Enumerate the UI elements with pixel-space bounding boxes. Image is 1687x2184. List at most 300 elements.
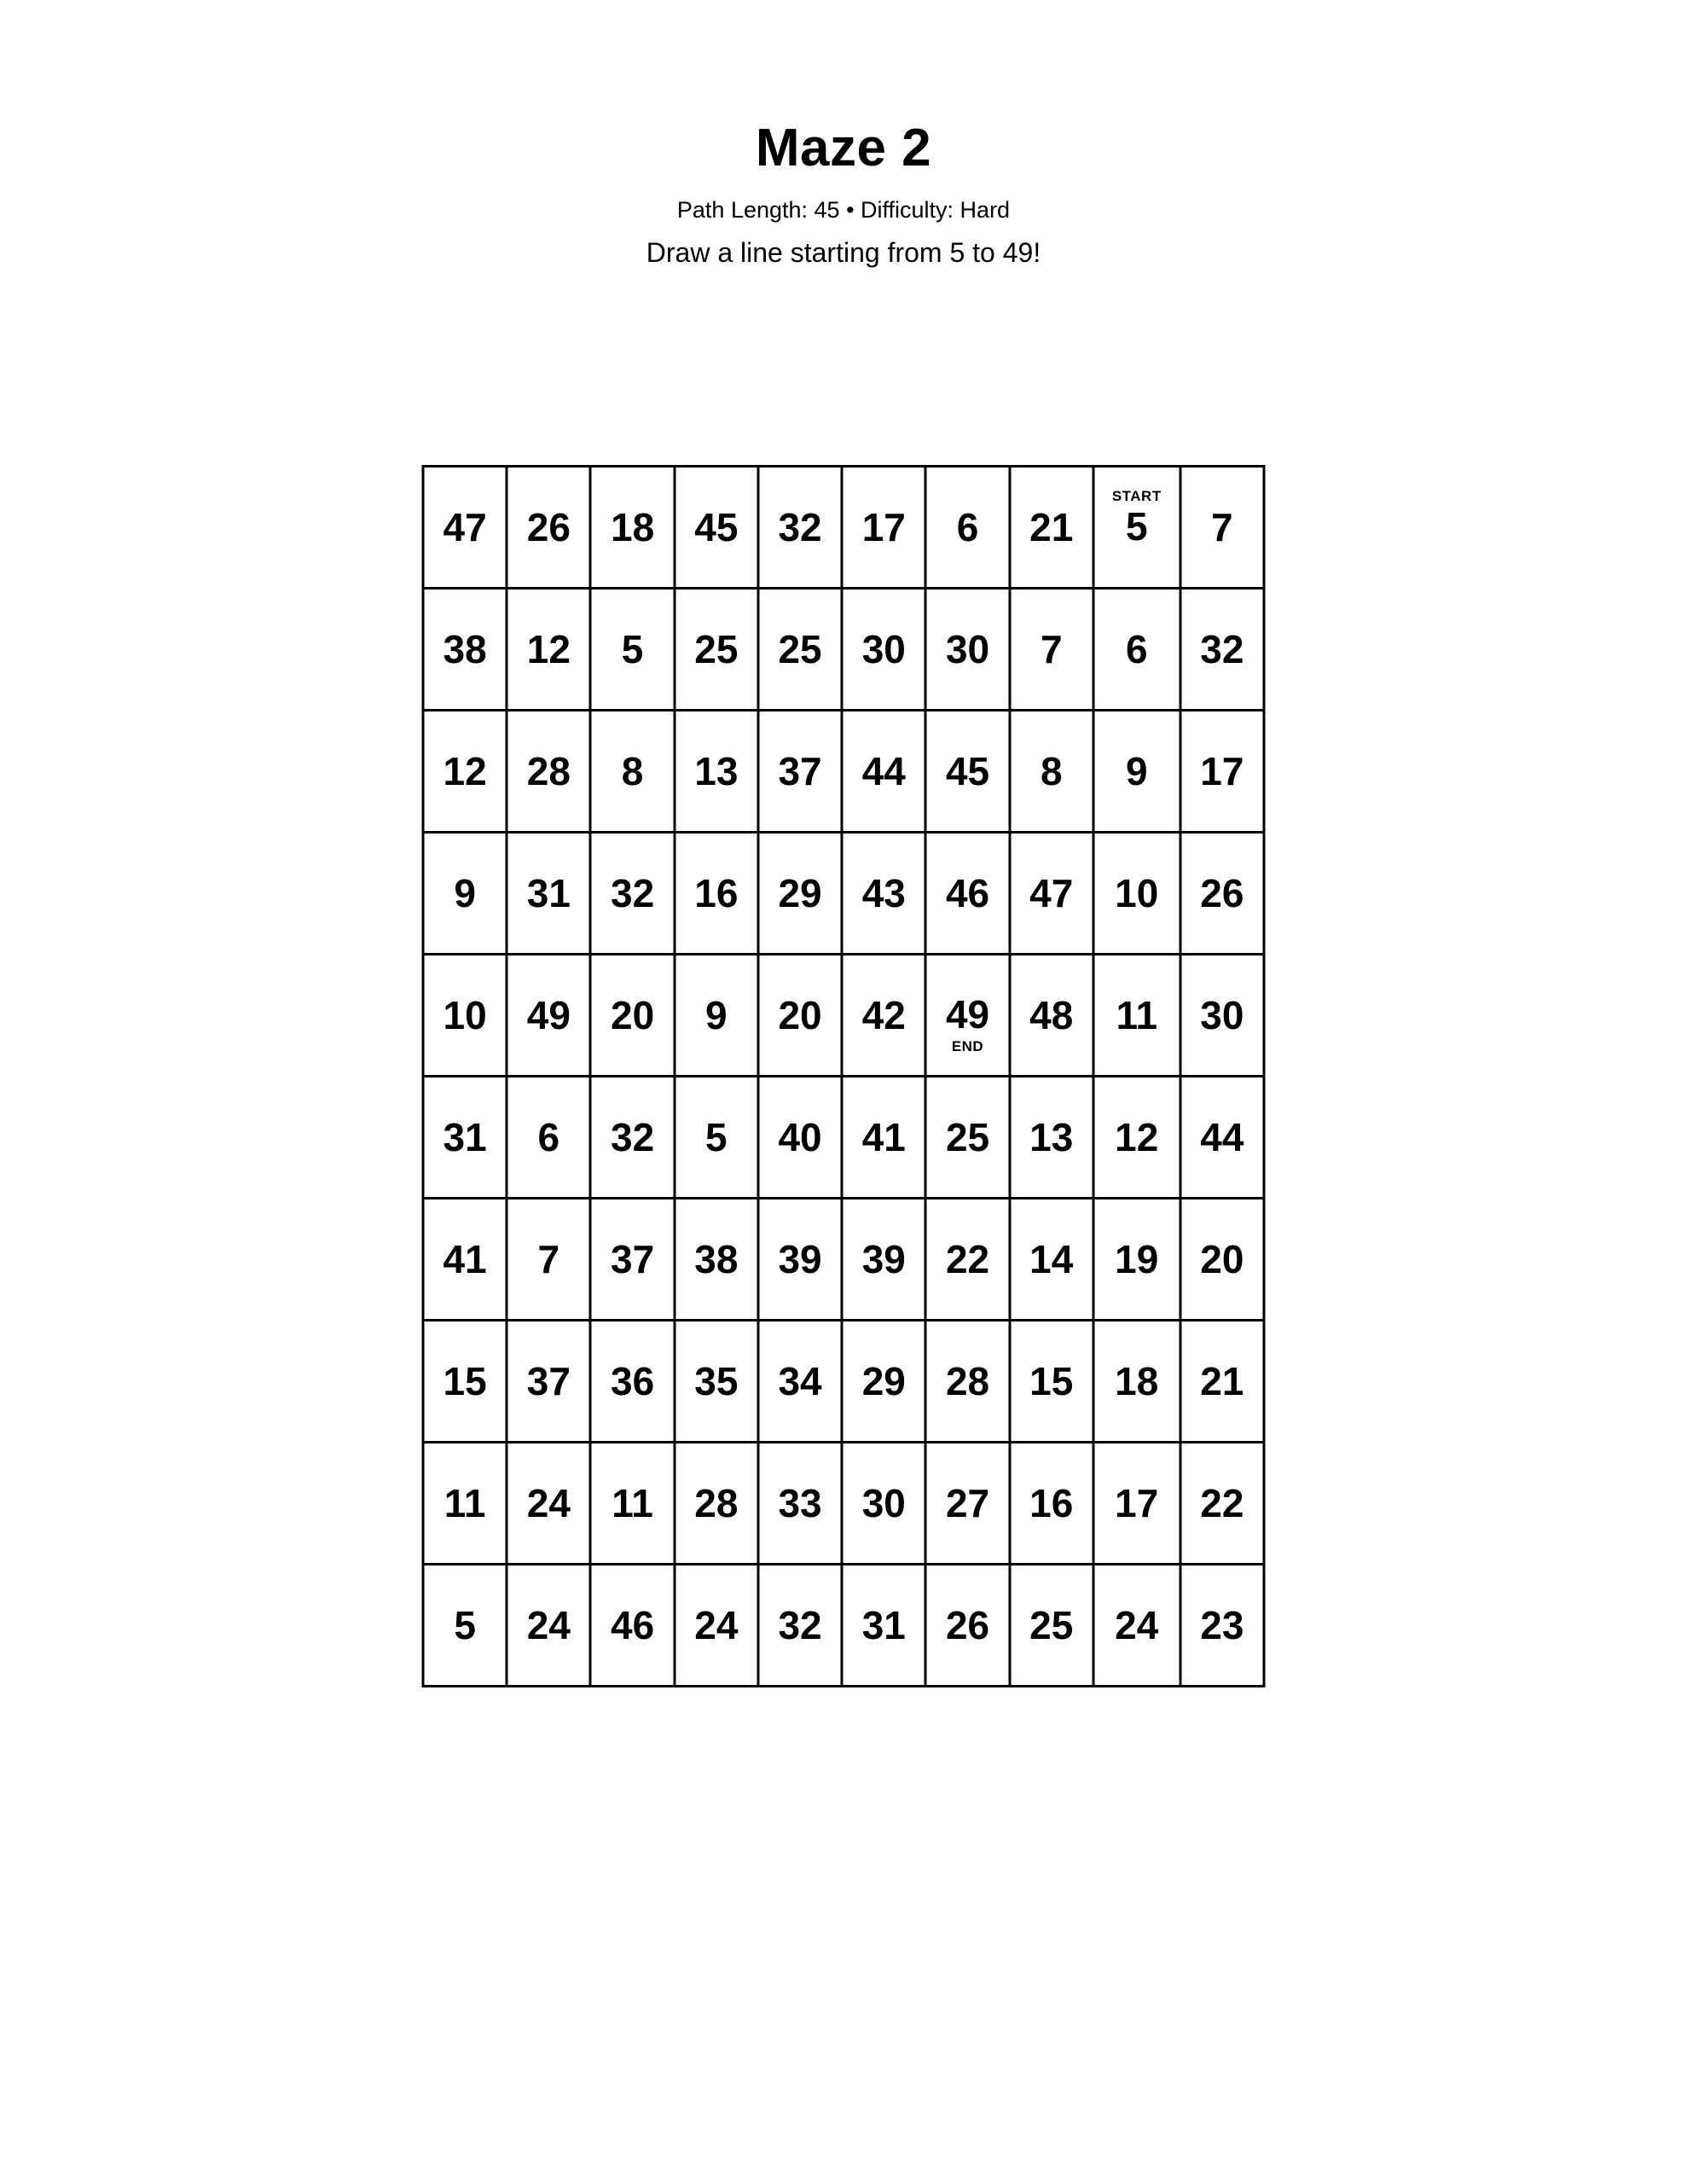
maze-cell-number: 28: [945, 1359, 990, 1403]
maze-cell-number: 38: [694, 1237, 739, 1281]
maze-cell-number: 32: [778, 1603, 822, 1647]
maze-cell-inner: [844, 468, 925, 587]
maze-cell-inner: [508, 712, 589, 831]
maze-cell[interactable]: [1093, 711, 1180, 833]
maze-cell-number: 11: [443, 1481, 486, 1525]
maze-cell[interactable]: [590, 1199, 674, 1321]
maze-cell-number: 9: [1125, 749, 1148, 793]
maze-cell[interactable]: [1093, 1443, 1180, 1565]
maze-cell[interactable]: [1010, 955, 1093, 1077]
maze-cell-number: 21: [1200, 1359, 1244, 1403]
maze-cell[interactable]: [675, 833, 758, 955]
maze-cell-number: 30: [861, 1481, 906, 1525]
maze-cell-inner: [1011, 1199, 1092, 1319]
maze-cell[interactable]: [1180, 711, 1264, 833]
maze-cell-inner: [1011, 1321, 1092, 1441]
maze-cell-number: 14: [1029, 1237, 1074, 1281]
maze-cell-number: 26: [526, 505, 571, 549]
maze-cell[interactable]: [675, 1321, 758, 1443]
maze-cell-number: 43: [861, 871, 906, 915]
maze-cell[interactable]: [758, 589, 842, 711]
maze-cell-inner: [1011, 590, 1092, 709]
maze-cell-inner: [927, 468, 1008, 587]
maze-cell-inner: [844, 956, 925, 1075]
maze-cell[interactable]: [507, 1565, 590, 1687]
maze-cell-inner: [1181, 834, 1262, 953]
maze-cell[interactable]: [675, 589, 758, 711]
maze-cell-inner: [844, 1321, 925, 1441]
maze-cell[interactable]: [590, 955, 674, 1077]
maze-cell-number: 15: [1029, 1359, 1074, 1403]
maze-cell-end[interactable]: [925, 955, 1009, 1077]
maze-cell[interactable]: [590, 1321, 674, 1443]
maze-cell-inner: [1011, 712, 1092, 831]
maze-cell[interactable]: [758, 1321, 842, 1443]
maze-cell-number: 30: [1200, 993, 1244, 1037]
maze-cell[interactable]: [1180, 1199, 1264, 1321]
maze-cell[interactable]: [590, 833, 674, 955]
maze-cell-inner: [1094, 1321, 1179, 1441]
maze-cell-number: 5: [621, 627, 644, 671]
maze-cell[interactable]: [507, 1443, 590, 1565]
maze-cell-inner: [425, 1077, 506, 1197]
maze-cell-number: 17: [1200, 749, 1244, 793]
maze-cell-inner: [844, 1443, 925, 1563]
maze-cell[interactable]: [925, 467, 1009, 589]
maze-cell-number: 7: [1211, 505, 1233, 549]
maze-row: [423, 1321, 1264, 1443]
maze-cell-inner: [844, 590, 925, 709]
maze-cell-inner: [1181, 590, 1262, 709]
maze-cell[interactable]: [842, 467, 925, 589]
maze-cell[interactable]: [1180, 467, 1264, 589]
maze-cell-inner: [1011, 1443, 1092, 1563]
maze-cell-number: 26: [945, 1603, 990, 1647]
maze-cell[interactable]: [1093, 1199, 1180, 1321]
maze-cell-inner: [1011, 1565, 1092, 1685]
maze-cell[interactable]: [423, 1443, 507, 1565]
maze-cell-number: 45: [694, 505, 739, 549]
maze-cell-inner: [1181, 712, 1262, 831]
maze-cell-number: 35: [694, 1359, 739, 1403]
maze-cell-inner: [927, 1443, 1008, 1563]
maze-cell-number: 25: [1029, 1603, 1074, 1647]
maze-cell[interactable]: [1010, 589, 1093, 711]
maze-cell-inner: [675, 1565, 757, 1685]
maze-cell-inner: [592, 1077, 673, 1197]
maze-cell[interactable]: [1093, 833, 1180, 955]
maze-cell-inner: [675, 834, 757, 953]
maze-cell-inner: [759, 1565, 840, 1685]
maze-cell[interactable]: [1180, 1443, 1264, 1565]
maze-cell-number: 15: [443, 1359, 487, 1403]
maze-cell-inner: [927, 1321, 1008, 1441]
maze-cell-number: 6: [1125, 627, 1148, 671]
maze-cell-inner: [592, 834, 673, 953]
page-title: Maze 2: [755, 119, 932, 177]
maze-cell-number: 40: [778, 1115, 822, 1159]
maze-cell-inner: [759, 1199, 840, 1319]
maze-cell-number: 27: [945, 1481, 990, 1525]
maze-cell-number: 12: [1115, 1115, 1159, 1159]
maze-cell-inner: [1094, 1443, 1179, 1563]
maze-cell-number: 37: [526, 1359, 571, 1403]
maze-cell-start[interactable]: [1093, 467, 1180, 589]
maze-cell-inner: [675, 956, 757, 1075]
maze-row: [423, 1199, 1264, 1321]
maze-cell[interactable]: [1180, 1565, 1264, 1687]
maze-cell[interactable]: [1093, 589, 1180, 711]
maze-cell-number: 6: [956, 505, 979, 549]
maze-cell[interactable]: [842, 955, 925, 1077]
maze-cell-inner: [1181, 956, 1262, 1075]
page-instruction: Draw a line starting from 5 to 49!: [646, 236, 1041, 268]
maze-cell-inner: [1181, 1565, 1262, 1685]
maze-cell-number: 17: [861, 505, 906, 549]
maze-cell-number: 10: [1115, 871, 1159, 915]
maze-cell-number: 9: [454, 871, 476, 915]
page-subtitle: Path Length: 45 • Difficulty: Hard: [676, 197, 1011, 224]
maze-row: [423, 955, 1264, 1077]
maze-cell-inner: [927, 1565, 1008, 1685]
maze-cell[interactable]: [842, 1321, 925, 1443]
maze-cell-number: 38: [443, 627, 487, 671]
maze-cell-number: 5: [1125, 504, 1148, 549]
maze-cell-inner: [759, 1077, 840, 1197]
maze-cell-number: 29: [861, 1359, 906, 1403]
maze-cell-inner: [759, 1321, 840, 1441]
maze-cell[interactable]: [925, 1565, 1009, 1687]
maze-cell-number: 39: [778, 1237, 822, 1281]
maze-cell[interactable]: [1010, 1077, 1093, 1199]
maze-cell[interactable]: [1180, 589, 1264, 711]
maze-cell-number: 30: [945, 627, 990, 671]
maze-cell[interactable]: [925, 1321, 1009, 1443]
maze-cell[interactable]: [507, 589, 590, 711]
maze-cell[interactable]: [507, 1199, 590, 1321]
maze-cell-number: 12: [443, 749, 487, 793]
maze-cell[interactable]: [675, 1199, 758, 1321]
maze-cell[interactable]: [675, 1077, 758, 1199]
maze-cell[interactable]: [1010, 1199, 1093, 1321]
maze-cell-inner: [592, 1565, 673, 1685]
maze-cell[interactable]: [675, 711, 758, 833]
maze-cell[interactable]: [842, 589, 925, 711]
maze-cell-number: 5: [454, 1603, 476, 1647]
maze-cell-number: 37: [611, 1237, 655, 1281]
maze-cell[interactable]: [1180, 1321, 1264, 1443]
maze-cell-inner: [425, 956, 506, 1075]
maze-cell-inner: [592, 468, 673, 587]
maze-cell-inner: [1094, 712, 1179, 831]
maze-cell-inner: [844, 834, 925, 953]
maze-cell-inner: [1181, 1321, 1262, 1441]
maze-cell[interactable]: [1180, 955, 1264, 1077]
maze-cell[interactable]: [590, 711, 674, 833]
maze-cell-number: 45: [945, 749, 990, 793]
maze-cell-number: 22: [945, 1237, 990, 1281]
maze-cell[interactable]: [925, 833, 1009, 955]
maze-cell-inner: [425, 1443, 506, 1563]
maze-cell[interactable]: [925, 1077, 1009, 1199]
maze-cell[interactable]: [1093, 955, 1180, 1077]
maze-cell[interactable]: [842, 833, 925, 955]
maze-cell-inner: [844, 1565, 925, 1685]
maze-cell[interactable]: [925, 1443, 1009, 1565]
maze-cell-inner: [425, 468, 506, 587]
maze-cell[interactable]: [507, 467, 590, 589]
maze-cell-number: 41: [861, 1115, 906, 1159]
maze-cell-number: 16: [694, 871, 739, 915]
maze-cell-inner: [425, 712, 506, 831]
maze-cell-number: 48: [1029, 993, 1074, 1037]
maze-cell-inner: [508, 956, 589, 1075]
maze-cell-inner: [425, 1565, 506, 1685]
maze-cell[interactable]: [590, 1565, 674, 1687]
maze-cell[interactable]: [1010, 1443, 1093, 1565]
maze-cell-number: 42: [861, 993, 906, 1037]
maze-cell-number: 32: [778, 505, 822, 549]
maze-cell-number: 31: [443, 1115, 487, 1159]
maze-cell[interactable]: [758, 711, 842, 833]
maze-cell-inner: [425, 1199, 506, 1319]
maze-cell-number: 24: [1115, 1603, 1159, 1647]
maze-grid-body: [423, 467, 1264, 1687]
maze-cell[interactable]: [423, 1321, 507, 1443]
maze-cell-inner: [675, 1321, 757, 1441]
maze-cell-inner: [425, 834, 506, 953]
maze-cell-number: 29: [778, 871, 822, 915]
maze-cell-inner: [759, 834, 840, 953]
maze-cell-inner: [1181, 468, 1262, 587]
maze-cell-number: 28: [694, 1481, 739, 1525]
maze-cell[interactable]: [842, 1565, 925, 1687]
maze-cell-number: 13: [694, 749, 739, 793]
maze-cell[interactable]: [758, 1199, 842, 1321]
maze-cell-inner: [927, 1199, 1008, 1319]
maze-cell-inner: [1094, 1077, 1179, 1197]
maze-cell-number: 46: [611, 1603, 655, 1647]
maze-cell[interactable]: [675, 955, 758, 1077]
maze-cell[interactable]: [1010, 1321, 1093, 1443]
maze-cell-number: 31: [861, 1603, 906, 1647]
maze-cell[interactable]: [842, 711, 925, 833]
maze-cell[interactable]: [423, 1199, 507, 1321]
maze-row: [423, 711, 1264, 833]
maze-cell-number: 20: [611, 993, 655, 1037]
maze-cell-inner: [759, 712, 840, 831]
maze-cell[interactable]: [1093, 1565, 1180, 1687]
maze-cell[interactable]: [758, 955, 842, 1077]
maze-cell[interactable]: [758, 1443, 842, 1565]
maze-cell-inner: [844, 712, 925, 831]
maze-cell[interactable]: [1093, 1077, 1180, 1199]
maze-cell-number: 46: [945, 871, 990, 915]
maze-cell-inner: [927, 590, 1008, 709]
maze-cell-inner: [1011, 468, 1092, 587]
maze-cell[interactable]: [507, 711, 590, 833]
maze-cell-inner: [675, 590, 757, 709]
maze-cell-number: 11: [1116, 993, 1158, 1037]
maze-cell[interactable]: [1180, 1077, 1264, 1199]
maze-cell-number: 18: [611, 505, 655, 549]
maze-cell[interactable]: [842, 1443, 925, 1565]
maze-cell-inner: [675, 1077, 757, 1197]
maze-cell-number: 22: [1200, 1481, 1244, 1525]
maze-cell[interactable]: [842, 1077, 925, 1199]
maze-cell[interactable]: [758, 1565, 842, 1687]
maze-cell-inner: [508, 590, 589, 709]
maze-cell[interactable]: [925, 1199, 1009, 1321]
maze-cell-inner: [425, 590, 506, 709]
maze-cell-inner: [592, 956, 673, 1075]
maze-cell-number: 47: [1029, 871, 1074, 915]
maze-cell-number: 30: [861, 627, 906, 671]
maze-cell-inner: [508, 1565, 589, 1685]
maze-cell-inner: [1094, 834, 1179, 953]
maze-cell-inner: [1181, 1443, 1262, 1563]
maze-cell[interactable]: [675, 467, 758, 589]
maze-cell-inner: [675, 468, 757, 587]
maze-cell-number: 32: [611, 871, 655, 915]
maze-cell-number: 28: [526, 749, 571, 793]
maze-cell-number: 7: [537, 1237, 560, 1281]
maze-cell[interactable]: [423, 1077, 507, 1199]
maze-cell[interactable]: [675, 1443, 758, 1565]
maze-cell-number: 44: [861, 749, 906, 793]
maze-cell-inner: [592, 1199, 673, 1319]
maze-grid: [422, 465, 1266, 1687]
maze-cell[interactable]: [590, 1077, 674, 1199]
maze-cell[interactable]: [423, 589, 507, 711]
maze-cell-inner: [508, 1199, 589, 1319]
maze-cell-inner: [759, 956, 840, 1075]
maze-cell-inner: [759, 468, 840, 587]
maze-row: [423, 1443, 1264, 1565]
maze-cell-inner: [759, 590, 840, 709]
maze-cell[interactable]: [758, 1077, 842, 1199]
maze-cell[interactable]: [925, 589, 1009, 711]
maze-cell-number: 18: [1115, 1359, 1159, 1403]
maze-cell-inner: [1011, 956, 1092, 1075]
maze-cell[interactable]: [1010, 1565, 1093, 1687]
maze-cell-inner: [759, 1443, 840, 1563]
maze-cell-inner: [1094, 590, 1179, 709]
maze-cell[interactable]: [1010, 833, 1093, 955]
maze-cell-inner: [425, 1321, 506, 1441]
maze-cell[interactable]: [675, 1565, 758, 1687]
maze-cell[interactable]: [590, 589, 674, 711]
maze-cell[interactable]: [1180, 833, 1264, 955]
maze-cell[interactable]: [1010, 467, 1093, 589]
maze-cell-number: 31: [526, 871, 571, 915]
maze-cell[interactable]: [507, 1321, 590, 1443]
maze-cell-number: 26: [1200, 871, 1244, 915]
maze-cell[interactable]: [507, 833, 590, 955]
maze-cell[interactable]: [423, 833, 507, 955]
maze-cell-number: 39: [861, 1237, 906, 1281]
maze-cell-number: 25: [778, 627, 822, 671]
maze-cell-number: 11: [612, 1481, 653, 1525]
maze-cell-number: 25: [694, 627, 739, 671]
maze-grid-container: [422, 465, 1266, 1687]
maze-cell-inner: [1011, 834, 1092, 953]
maze-cell[interactable]: [758, 833, 842, 955]
maze-cell-number: 32: [611, 1115, 655, 1159]
maze-cell-number: 5: [705, 1115, 728, 1159]
maze-cell-number: 49: [945, 992, 990, 1037]
maze-cell-number: 24: [526, 1603, 571, 1647]
maze-cell-number: 24: [694, 1603, 739, 1647]
maze-cell-inner: [844, 1077, 925, 1197]
maze-cell-number: 20: [778, 993, 822, 1037]
maze-cell[interactable]: [507, 1077, 590, 1199]
maze-cell-number: 20: [1200, 1237, 1244, 1281]
maze-cell[interactable]: [842, 1199, 925, 1321]
maze-cell-number: 33: [778, 1481, 822, 1525]
maze-cell-inner: [592, 1321, 673, 1441]
maze-cell[interactable]: [1010, 711, 1093, 833]
maze-cell-number: 16: [1029, 1481, 1074, 1525]
maze-cell[interactable]: [590, 467, 674, 589]
maze-cell[interactable]: [507, 955, 590, 1077]
maze-cell-number: 24: [526, 1481, 571, 1525]
maze-cell-inner: [927, 956, 1008, 1075]
maze-cell-number: 19: [1115, 1237, 1159, 1281]
maze-cell-number: 34: [778, 1359, 822, 1403]
maze-cell[interactable]: [423, 711, 507, 833]
maze-cell-inner: [508, 1443, 589, 1563]
maze-cell-number: 6: [537, 1115, 560, 1159]
maze-cell-inner: [1094, 956, 1179, 1075]
maze-cell[interactable]: [1093, 1321, 1180, 1443]
maze-cell-inner: [508, 468, 589, 587]
maze-cell-number: 49: [526, 993, 571, 1037]
maze-cell-number: 8: [621, 749, 644, 793]
maze-cell[interactable]: [423, 955, 507, 1077]
maze-cell-inner: [1094, 1565, 1179, 1685]
maze-cell-inner: [1181, 1199, 1262, 1319]
maze-row: [423, 467, 1264, 589]
page-header: [0, 119, 1687, 269]
maze-cell[interactable]: [423, 1565, 507, 1687]
maze-cell-inner: [592, 1443, 673, 1563]
maze-cell-inner: [1094, 468, 1179, 587]
maze-cell-inner: [927, 834, 1008, 953]
maze-cell[interactable]: [758, 467, 842, 589]
maze-cell-inner: [927, 1077, 1008, 1197]
maze-cell[interactable]: [590, 1443, 674, 1565]
maze-row: [423, 589, 1264, 711]
maze-cell-number: 10: [443, 993, 487, 1037]
end-label: END: [951, 1038, 984, 1054]
maze-cell-inner: [675, 1199, 757, 1319]
maze-cell-number: 9: [705, 993, 728, 1037]
maze-cell[interactable]: [925, 711, 1009, 833]
maze-cell-number: 44: [1200, 1115, 1244, 1159]
maze-cell-number: 41: [443, 1237, 487, 1281]
maze-cell-number: 13: [1029, 1115, 1074, 1159]
maze-cell-number: 36: [611, 1359, 655, 1403]
maze-cell-number: 23: [1200, 1603, 1244, 1647]
maze-cell-inner: [927, 712, 1008, 831]
maze-cell-number: 17: [1115, 1481, 1159, 1525]
maze-cell[interactable]: [423, 467, 507, 589]
maze-cell-inner: [1011, 1077, 1092, 1197]
maze-cell-inner: [844, 1199, 925, 1319]
maze-cell-number: 21: [1029, 505, 1074, 549]
maze-cell-inner: [508, 1321, 589, 1441]
